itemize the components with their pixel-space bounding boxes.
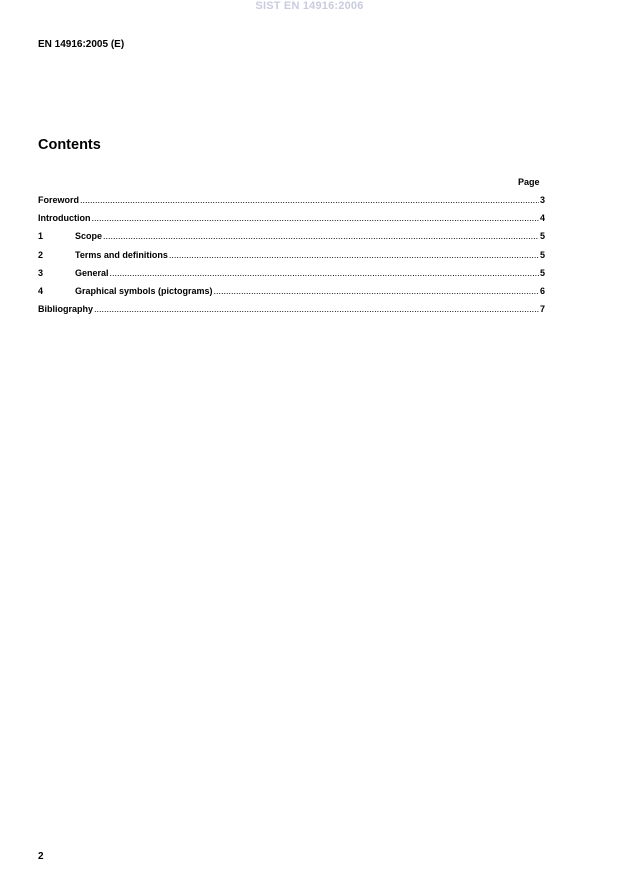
toc-entry-page: 6 [539, 285, 545, 296]
toc-entry-general[interactable] [38, 268, 545, 286]
document-id: EN 14916:2005 (E) [38, 39, 125, 50]
dot-leader [169, 250, 539, 260]
contents-title: Contents [38, 137, 101, 153]
toc-entry-scope[interactable] [38, 231, 545, 249]
toc-entry-page: 4 [539, 213, 545, 224]
toc-entry-foreword[interactable] [38, 195, 545, 213]
dot-leader [92, 213, 539, 223]
toc-entry-page: 3 [539, 195, 545, 205]
toc-entry-title: Introduction [38, 213, 91, 224]
toc-entry-title: Scope [75, 231, 103, 242]
toc-entry-title: Graphical symbols (pictograms) [75, 285, 213, 296]
toc-entry-page: 7 [539, 304, 545, 315]
dot-leader [103, 231, 539, 241]
toc-entry-introduction[interactable] [38, 213, 545, 231]
toc-entry-title: Bibliography [38, 304, 94, 315]
table-of-contents [38, 195, 545, 322]
toc-entry-title: Terms and definitions [75, 249, 168, 260]
toc-entry-page: 5 [539, 231, 545, 242]
toc-entry-graphical-symbols[interactable] [38, 286, 545, 304]
dot-leader [80, 195, 539, 205]
toc-entry-number: 1 [38, 231, 44, 242]
dot-leader [110, 268, 539, 278]
toc-entry-number: 4 [38, 285, 44, 296]
toc-entry-terms-and-definitions[interactable] [38, 250, 545, 268]
page-number: 2 [38, 851, 44, 862]
toc-entry-page: 5 [539, 249, 545, 260]
dot-leader [214, 286, 539, 296]
watermark: SIST EN 14916:2006 [255, 0, 364, 12]
page-column-label: Page [518, 177, 540, 187]
toc-entry-number: 2 [38, 249, 44, 260]
toc-entry-page: 5 [539, 267, 545, 278]
toc-entry-title: Foreword [38, 195, 80, 205]
toc-entry-bibliography[interactable] [38, 304, 545, 322]
toc-entry-title: General [75, 267, 109, 278]
dot-leader [94, 304, 539, 314]
toc-entry-number: 3 [38, 267, 44, 278]
